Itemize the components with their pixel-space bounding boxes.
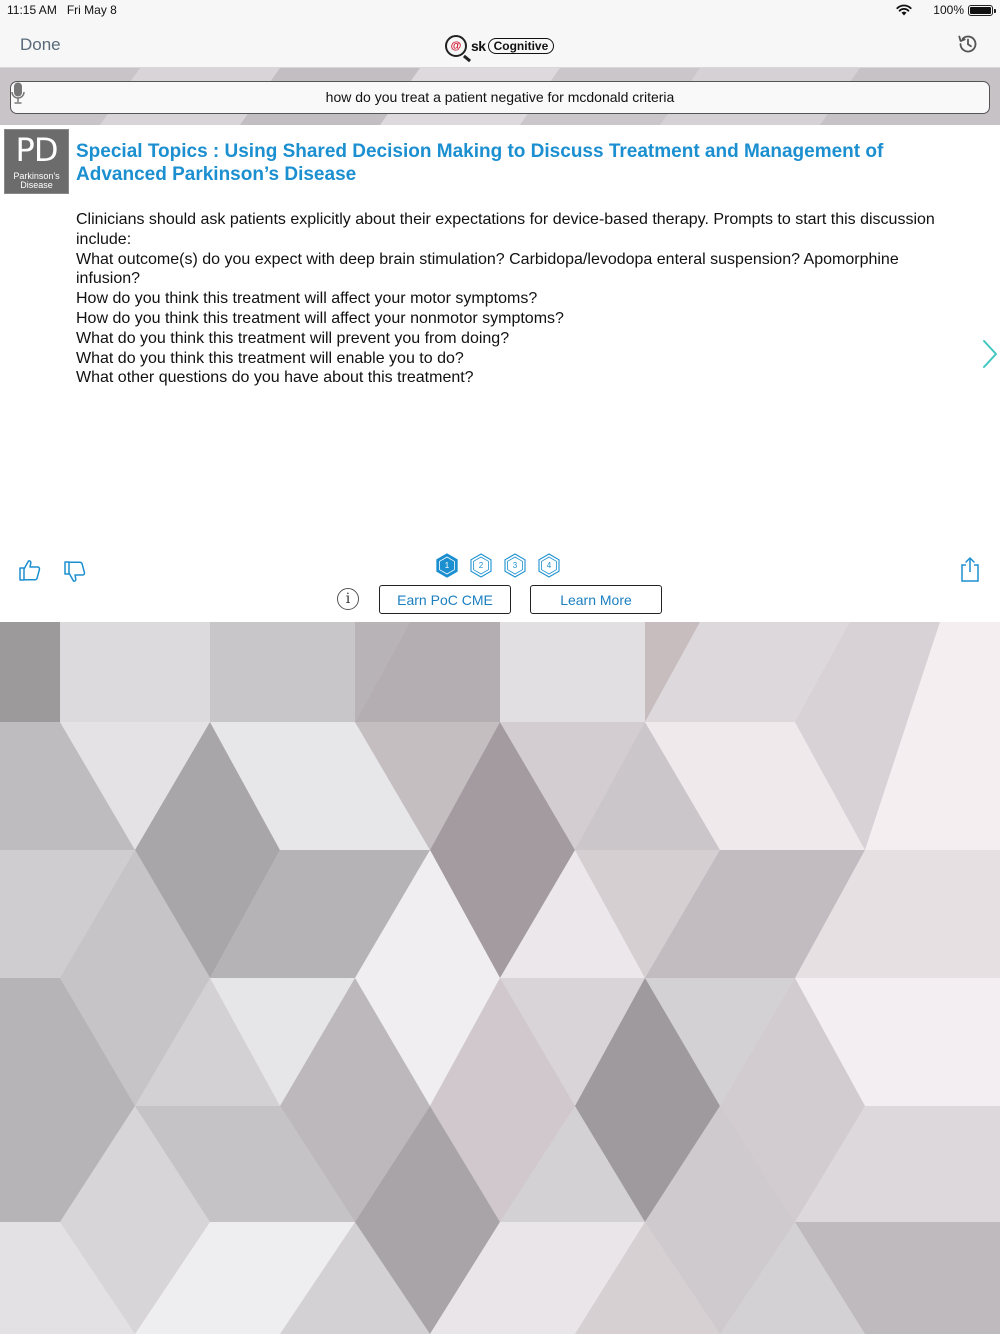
share-icon[interactable]: [960, 556, 980, 582]
body-line: What outcome(s) do you expect with deep brain stimulation? Carbidopa/levodopa enteral suspension? Apomorphine infusion?: [76, 250, 904, 288]
wifi-icon: [896, 4, 912, 16]
logo-brand: Cognitive: [488, 38, 555, 54]
search-bar-area: [0, 68, 1000, 125]
thumbs-down-icon[interactable]: [63, 560, 87, 584]
result-card: [0, 125, 1000, 622]
page-dot-label: 2: [478, 561, 484, 570]
chevron-right-icon[interactable]: [982, 339, 998, 369]
battery-percent: 100%: [933, 3, 964, 17]
earn-cme-button[interactable]: Earn PoC CME: [379, 585, 511, 614]
badge-line-1: Parkinson’s: [13, 171, 60, 181]
body-line: What do you think this treatment will prevent you from doing?: [76, 329, 510, 347]
logo-at-symbol: @: [445, 35, 467, 57]
search-query-text: how do you treat a patient negative for mcdonald criteria: [325, 89, 675, 105]
info-button[interactable]: i: [337, 588, 359, 610]
body-line: How do you think this treatment will affect your motor symptoms?: [76, 290, 538, 308]
parkinsons-topic-badge: [4, 129, 69, 194]
badge-line-2: Disease: [20, 180, 53, 190]
result-title[interactable]: Special Topics : Using Shared Decision Making to Discuss Treatment and Management of Advanced Parkinson’s Disease: [76, 141, 884, 185]
nav-bar: [0, 22, 1000, 68]
page-dot-3[interactable]: [504, 553, 526, 578]
body-line: What other questions do you have about this treatment?: [76, 369, 474, 387]
page-dot-label: 4: [546, 561, 552, 570]
page-dot-label: 3: [512, 561, 518, 570]
done-button[interactable]: Done: [20, 35, 61, 54]
body-line: Clinicians should ask patients explicitly about their expectations for device-based therapy. Prompts to start this discussion include:: [76, 211, 940, 248]
status-bar: [0, 0, 1000, 22]
badge-abbreviation: PD: [15, 131, 58, 169]
hexagon-pattern-graphic: [0, 622, 1000, 1334]
body-line: What do you think this treatment will enable you to do?: [76, 349, 464, 367]
result-pager: [436, 553, 560, 578]
result-body: [76, 210, 940, 388]
page-dot-2[interactable]: [470, 553, 492, 578]
learn-more-button[interactable]: Learn More: [530, 585, 662, 614]
thumbs-up-icon[interactable]: [18, 558, 42, 582]
status-time: 11:15 AM Fri May 8: [7, 3, 117, 17]
page-dot-label: 1: [444, 561, 450, 570]
clock-history-icon[interactable]: [956, 32, 980, 56]
battery-icon: [968, 5, 993, 16]
body-line: How do you think this treatment will affect your nonmotor symptoms?: [76, 309, 564, 327]
askcognitive-logo: [445, 33, 554, 59]
logo-sk: sk: [471, 38, 486, 54]
microphone-icon[interactable]: [11, 82, 25, 104]
search-input[interactable]: [10, 81, 990, 114]
background-cube-pattern: [0, 622, 1000, 1334]
page-dot-4[interactable]: [538, 553, 560, 578]
page-dot-1[interactable]: [436, 553, 458, 578]
